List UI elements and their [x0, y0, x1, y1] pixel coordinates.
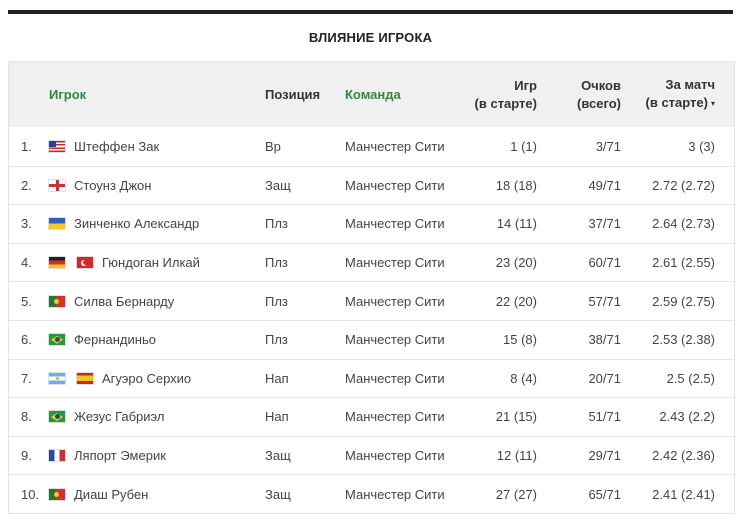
- team-name[interactable]: Манчестер Сити: [345, 486, 445, 502]
- points-value: 20/71: [588, 370, 621, 386]
- player-cell[interactable]: [49, 205, 199, 243]
- games-value: 22 (20): [495, 293, 537, 309]
- player-name[interactable]: Силва Бернарду: [74, 293, 175, 309]
- flag-us-icon: [49, 141, 65, 152]
- per-match-value: 2.61 (2.55): [652, 255, 715, 271]
- player-name[interactable]: Стоунз Джон: [74, 177, 152, 193]
- player-name[interactable]: Ляпорт Эмерик: [74, 448, 166, 464]
- games-value: 23 (20): [495, 255, 537, 271]
- page-title: ВЛИЯНИЕ ИГРОКА: [308, 30, 433, 45]
- points-value: 51/71: [588, 409, 621, 425]
- rank: 6.: [21, 332, 32, 348]
- table-row[interactable]: [9, 320, 734, 359]
- position: Плз: [265, 255, 288, 271]
- table-header: [9, 62, 734, 127]
- games-value: 15 (8): [503, 332, 537, 348]
- flag-br-icon: [49, 334, 65, 345]
- team-name[interactable]: Манчестер Сити: [345, 409, 445, 425]
- player-name[interactable]: Фернандиньо: [74, 332, 156, 348]
- rank: 3.: [21, 216, 32, 232]
- rank: 1.: [21, 138, 32, 154]
- column-header-games[interactable]: [449, 62, 537, 127]
- table-body: [9, 127, 734, 513]
- points-value: 57/71: [588, 293, 621, 309]
- player-name[interactable]: Жезус Габриэл: [74, 409, 165, 425]
- position: Плз: [265, 216, 288, 232]
- flag-pt-icon: [49, 489, 65, 500]
- points-value: 49/71: [588, 177, 621, 193]
- player-name[interactable]: Зинченко Александр: [74, 216, 200, 232]
- per-match-value: 3 (3): [688, 138, 715, 154]
- player-cell[interactable]: [49, 127, 159, 166]
- player-cell[interactable]: [49, 475, 148, 513]
- games-value: 14 (11): [496, 216, 537, 232]
- games-value: 8 (4): [510, 370, 537, 386]
- column-header-per-match[interactable]: [621, 62, 715, 127]
- flag-tr-icon: [77, 257, 93, 268]
- table-row[interactable]: [9, 474, 734, 513]
- rank: 9.: [21, 448, 32, 464]
- flag-fr-icon: [49, 450, 65, 461]
- rank: 4.: [21, 255, 32, 271]
- flag-en-icon: [49, 180, 65, 191]
- games-value: 27 (27): [495, 486, 537, 502]
- points-value: 38/71: [588, 332, 621, 348]
- player-name[interactable]: Диаш Рубен: [74, 486, 149, 502]
- position: Вр: [265, 138, 281, 154]
- team-name[interactable]: Манчестер Сити: [345, 216, 445, 232]
- per-match-value: 2.42 (2.36): [652, 448, 715, 464]
- table-row[interactable]: [9, 166, 734, 205]
- player-cell[interactable]: [49, 282, 174, 320]
- column-header-points[interactable]: [549, 62, 621, 127]
- table-row[interactable]: [9, 397, 734, 436]
- points-value: 29/71: [588, 448, 621, 464]
- position: Плз: [265, 293, 288, 309]
- player-cell[interactable]: [49, 360, 191, 398]
- points-value: 65/71: [588, 486, 621, 502]
- player-cell[interactable]: [49, 321, 156, 359]
- per-match-value: 2.59 (2.75): [652, 293, 715, 309]
- team-name[interactable]: Манчестер Сити: [345, 293, 445, 309]
- per-match-value: 2.43 (2.2): [659, 409, 715, 425]
- points-value: 37/71: [588, 216, 621, 232]
- flag-ua-icon: [49, 218, 65, 229]
- per-match-value: 2.72 (2.72): [652, 177, 715, 193]
- team-name[interactable]: Манчестер Сити: [345, 332, 445, 348]
- position: Нап: [265, 409, 289, 425]
- column-header-per-match-line2: (в старте): [645, 95, 708, 110]
- rank: 2.: [21, 177, 32, 193]
- games-value: 12 (11): [496, 448, 537, 464]
- column-header-points-line1: Очков: [581, 77, 621, 93]
- team-name[interactable]: Манчестер Сити: [345, 138, 445, 154]
- column-header-player[interactable]: Игрок: [49, 86, 87, 102]
- player-name[interactable]: Гюндоган Илкай: [102, 255, 200, 271]
- flag-ar-icon: [49, 373, 65, 384]
- per-match-value: 2.41 (2.41): [652, 486, 715, 502]
- games-value: 21 (15): [495, 409, 537, 425]
- table-row[interactable]: [9, 204, 734, 243]
- flag-es-icon: [77, 373, 93, 384]
- rank: 8.: [21, 409, 32, 425]
- games-value: 18 (18): [495, 177, 537, 193]
- position: Защ: [265, 486, 291, 502]
- player-name[interactable]: Агуэро Серхио: [102, 370, 192, 386]
- team-name[interactable]: Манчестер Сити: [345, 370, 445, 386]
- column-header-points-line2: (всего): [577, 95, 621, 111]
- player-cell[interactable]: [49, 167, 151, 205]
- column-header-games-line1: Игр: [514, 77, 537, 93]
- top-divider: [8, 10, 733, 14]
- sort-desc-icon: ▾: [710, 99, 715, 108]
- points-value: 60/71: [588, 255, 621, 271]
- per-match-value: 2.53 (2.38): [652, 332, 715, 348]
- per-match-value: 2.64 (2.73): [652, 216, 715, 232]
- player-name[interactable]: Штеффен Зак: [74, 138, 160, 154]
- player-cell[interactable]: [49, 437, 166, 475]
- column-header-per-match-line1: За матч: [665, 77, 715, 92]
- team-name[interactable]: Манчестер Сити: [345, 255, 445, 271]
- points-value: 3/71: [595, 138, 621, 154]
- column-header-position: Позиция: [265, 86, 321, 102]
- table-row[interactable]: [9, 359, 734, 398]
- per-match-value: 2.5 (2.5): [666, 370, 715, 386]
- column-header-games-line2: (в старте): [474, 95, 537, 111]
- table-row[interactable]: [9, 127, 734, 166]
- flag-de-icon: [49, 257, 65, 268]
- rank: 7.: [21, 370, 32, 386]
- position: Защ: [265, 448, 291, 464]
- table-row[interactable]: [9, 436, 734, 475]
- position: Нап: [265, 370, 289, 386]
- games-value: 1 (1): [510, 138, 537, 154]
- team-name[interactable]: Манчестер Сити: [345, 448, 445, 464]
- position: Защ: [265, 177, 291, 193]
- player-cell[interactable]: [49, 244, 200, 282]
- rank: 5.: [21, 293, 32, 309]
- rank: 10.: [21, 486, 40, 502]
- player-cell[interactable]: [49, 398, 164, 436]
- column-header-team[interactable]: Команда: [345, 86, 401, 102]
- position: Плз: [265, 332, 288, 348]
- player-impact-table: [8, 61, 735, 514]
- table-row[interactable]: [9, 281, 734, 320]
- team-name[interactable]: Манчестер Сити: [345, 177, 445, 193]
- table-row[interactable]: [9, 243, 734, 282]
- flag-br-icon: [49, 411, 65, 422]
- flag-pt-icon: [49, 296, 65, 307]
